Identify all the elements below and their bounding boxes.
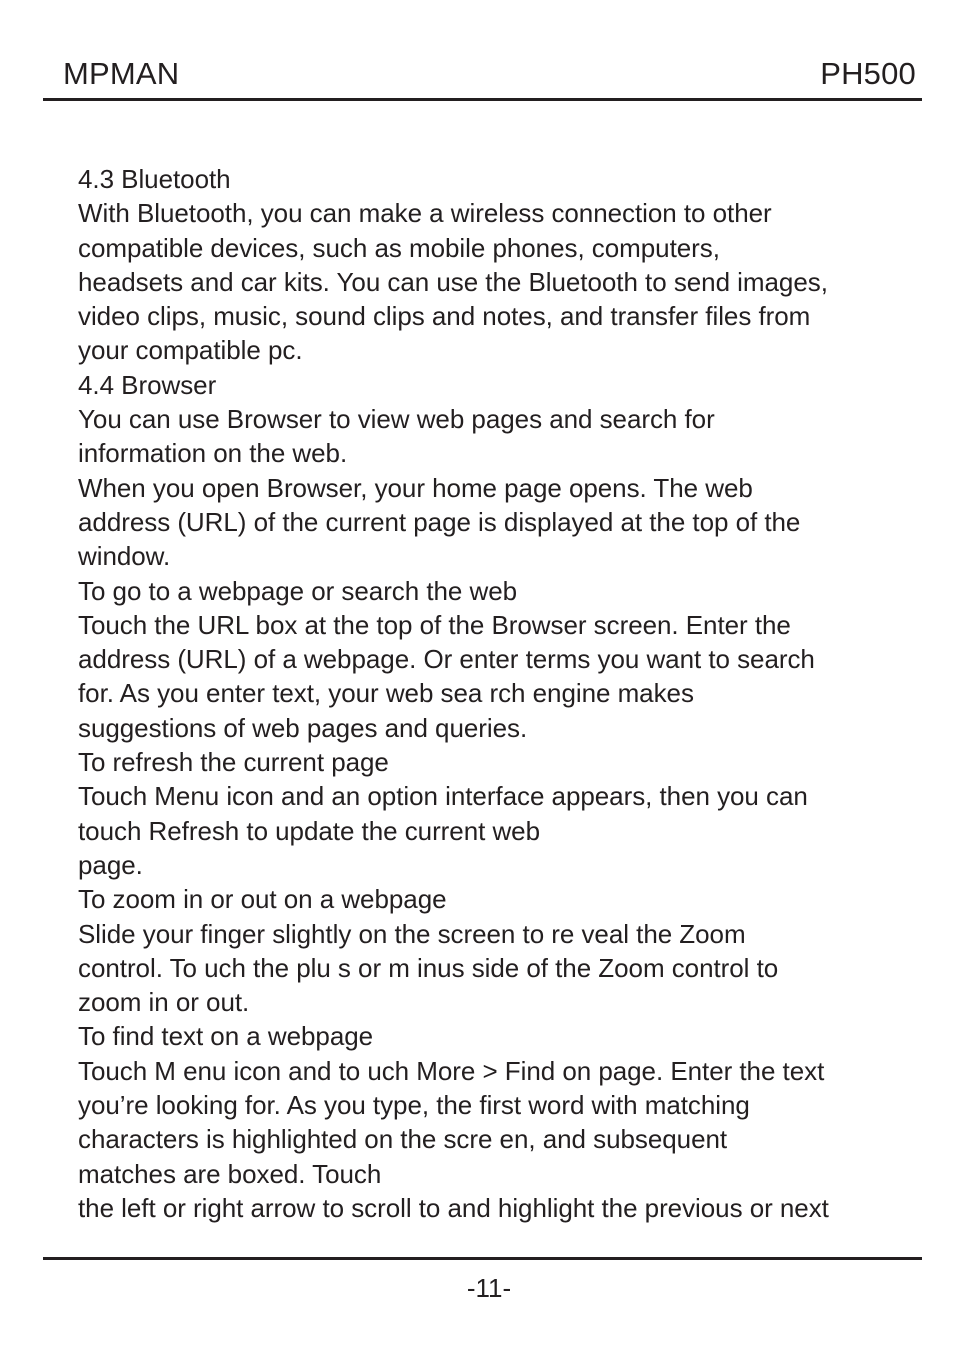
body-line: You can use Browser to view web pages and search for: [78, 404, 715, 435]
body-line: Touch the URL box at the top of the Browser screen. Enter the: [78, 609, 791, 640]
body-line: window.: [78, 541, 171, 572]
body-line: headsets and car kits. You can use the Bluetooth to send images,: [78, 266, 828, 297]
body-line: To go to a webpage or search the web: [78, 575, 518, 606]
body-line: characters is highlighted on the scre en, and subsequent: [78, 1124, 728, 1155]
body-line: With Bluetooth, you can make a wireless connection to other: [78, 198, 772, 229]
footer-divider: [43, 1257, 922, 1260]
body-line: address (URL) of a webpage. Or enter terms you want to search: [78, 644, 815, 675]
body-line: To refresh the current page: [78, 747, 389, 778]
body-line: 4.4 Browser: [78, 369, 217, 400]
header-model: PH500: [820, 56, 916, 91]
header-brand: MPMAN: [63, 56, 180, 91]
body-line: zoom in or out.: [78, 987, 250, 1018]
body-line: page.: [78, 849, 143, 880]
body-line: information on the web.: [78, 438, 348, 469]
body-line: Touch M enu icon and to uch More > Find on page. Enter the text: [78, 1055, 825, 1086]
body-line: Slide your finger slightly on the screen to re veal the Zoom: [78, 918, 746, 949]
body-line: To find text on a webpage: [78, 1021, 374, 1052]
body-line: you’re looking for. As you type, the first word with matching: [78, 1090, 750, 1121]
body-line: compatible devices, such as mobile phones, computers,: [78, 232, 720, 263]
body-line: for. As you enter text, your web sea rch engine makes: [78, 678, 694, 709]
body-line: touch Refresh to update the current web: [78, 815, 541, 846]
body-line: 4.3 Bluetooth: [78, 164, 231, 194]
body-line: video clips, music, sound clips and notes, and transfer files from: [78, 301, 811, 332]
body-line: the left or right arrow to scroll to and highlight the previous or next: [78, 1192, 829, 1223]
body-line: To zoom in or out on a webpage: [78, 884, 447, 915]
manual-body: [78, 162, 918, 1225]
body-line: suggestions of web pages and queries.: [78, 712, 528, 743]
body-line: When you open Browser, your home page opens. The web: [78, 472, 753, 503]
body-line: matches are boxed. Touch: [78, 1158, 382, 1189]
body-line: Touch Menu icon and an option interface appears, then you can: [78, 781, 808, 812]
body-line: address (URL) of the current page is displayed at the top of the: [78, 506, 801, 537]
body-line: your compatible pc.: [78, 335, 303, 366]
header-divider: [43, 98, 922, 101]
page-number: -11-: [466, 1273, 512, 1303]
body-line: control. To uch the plu s or m inus side of the Zoom control to: [78, 952, 779, 983]
